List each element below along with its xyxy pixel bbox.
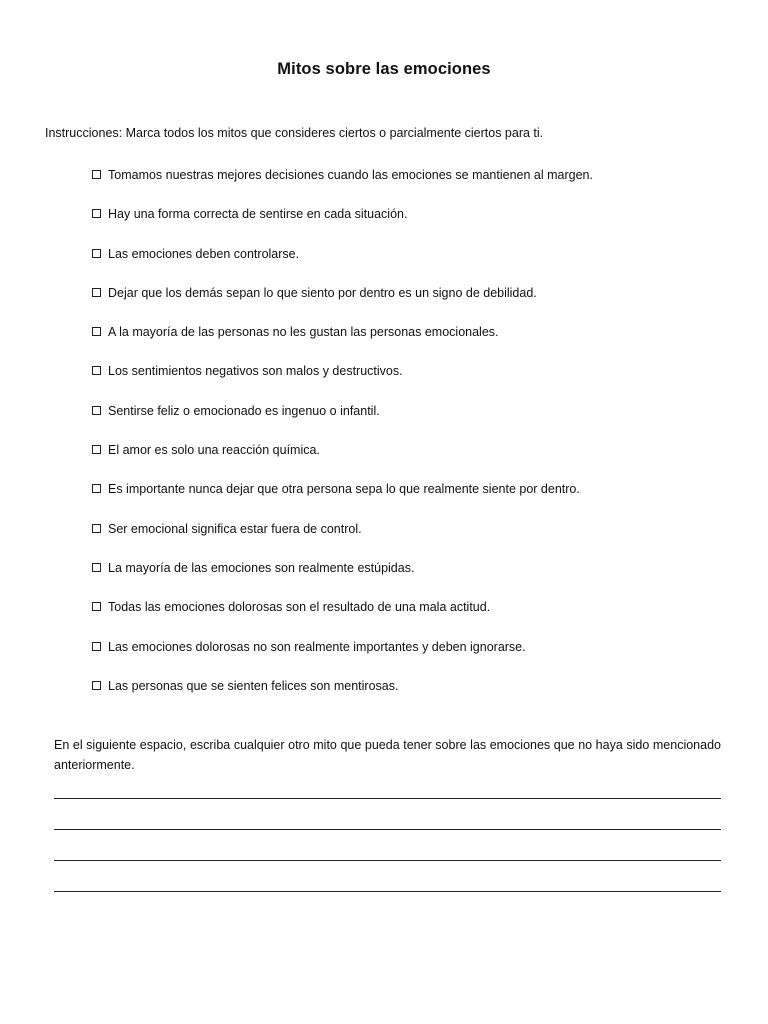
- myth-checkbox[interactable]: [92, 602, 101, 611]
- myth-item: [92, 245, 732, 284]
- myth-item: [92, 205, 732, 244]
- myth-item: [92, 402, 732, 441]
- myth-item: [92, 362, 732, 401]
- myth-text: Las emociones dolorosas no son realmente importantes y deben ignorarse.: [108, 639, 526, 654]
- myth-checkbox[interactable]: [92, 170, 101, 179]
- myth-checkbox[interactable]: [92, 288, 101, 297]
- myth-text: La mayoría de las emociones son realmente estúpidas.: [108, 560, 415, 575]
- myth-item: [92, 441, 732, 480]
- answer-line[interactable]: [54, 860, 721, 861]
- answer-line[interactable]: [54, 891, 721, 892]
- instructions: [45, 126, 735, 140]
- myth-checkbox[interactable]: [92, 445, 101, 454]
- answer-line[interactable]: [54, 829, 721, 830]
- myth-item: [92, 166, 732, 205]
- myth-item: [92, 284, 732, 323]
- instructions-text: Marca todos los mitos que consideres ciertos o parcialmente ciertos para ti.: [122, 126, 544, 140]
- myth-item: [92, 598, 732, 637]
- myth-checkbox[interactable]: [92, 366, 101, 375]
- myth-text: A la mayoría de las personas no les gustan las personas emocionales.: [108, 325, 499, 340]
- page-title: Mitos sobre las emociones: [277, 60, 491, 78]
- myth-text: Todas las emociones dolorosas son el resultado de una mala actitud.: [108, 600, 491, 615]
- myth-checkbox[interactable]: [92, 249, 101, 258]
- myth-checklist: [92, 166, 732, 716]
- myth-item: [92, 520, 732, 559]
- myth-checkbox[interactable]: [92, 642, 101, 651]
- myth-checkbox[interactable]: [92, 406, 101, 415]
- myth-checkbox[interactable]: [92, 484, 101, 493]
- myth-text: Ser emocional significa estar fuera de control.: [108, 521, 362, 536]
- myth-text: Dejar que los demás sepan lo que siento por dentro es un signo de debilidad.: [108, 285, 537, 300]
- myth-item: [92, 480, 732, 519]
- myth-text: Las personas que se sienten felices son mentirosas.: [108, 678, 399, 693]
- myth-checkbox[interactable]: [92, 681, 101, 690]
- myth-text: Las emociones deben controlarse.: [108, 246, 300, 261]
- myth-text: Sentirse feliz o emocionado es ingenuo o infantil.: [108, 403, 380, 418]
- myth-checkbox[interactable]: [92, 209, 101, 218]
- instructions-label: Instrucciones:: [45, 126, 123, 140]
- answer-lines: [54, 798, 721, 922]
- write-prompt: En el siguiente espacio, escriba cualquier otro mito que pueda tener sobre las emociones que no haya sido mencionado anteriormente.: [54, 738, 721, 772]
- myth-item: [92, 677, 732, 716]
- myth-item: [92, 638, 732, 677]
- myth-text: Hay una forma correcta de sentirse en cada situación.: [108, 207, 408, 222]
- myth-text: Es importante nunca dejar que otra persona sepa lo que realmente siente por dentro.: [108, 482, 580, 497]
- myth-text: Los sentimientos negativos son malos y destructivos.: [108, 364, 403, 379]
- myth-checkbox[interactable]: [92, 563, 101, 572]
- myth-checkbox[interactable]: [92, 524, 101, 533]
- myth-item: [92, 559, 732, 598]
- myth-checkbox[interactable]: [92, 327, 101, 336]
- myth-text: El amor es solo una reacción química.: [108, 443, 320, 458]
- myth-text: Tomamos nuestras mejores decisiones cuando las emociones se mantienen al margen.: [108, 168, 593, 182]
- answer-line[interactable]: [54, 798, 721, 799]
- myth-item: [92, 323, 732, 362]
